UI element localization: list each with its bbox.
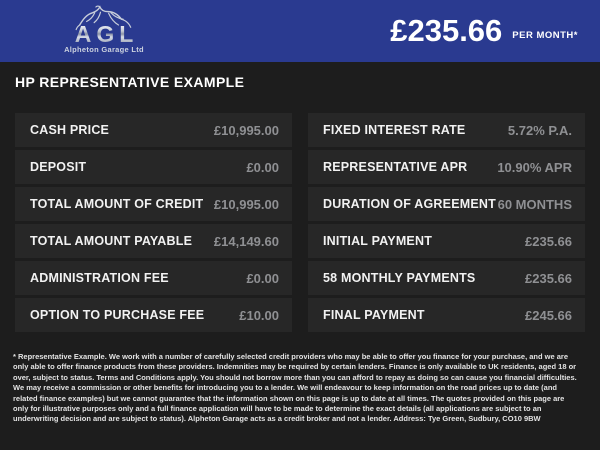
finance-row-label: TOTAL AMOUNT OF CREDIT (30, 197, 204, 211)
monthly-price-suffix: PER MONTH* (512, 30, 578, 41)
finance-row-value: £10,995.00 (213, 122, 279, 138)
logo-company-name: Alpheton Garage Ltd (64, 45, 144, 54)
finance-row (308, 261, 585, 295)
finance-row-label: REPRESENTATIVE APR (323, 160, 468, 174)
finance-row-label: INITIAL PAYMENT (323, 234, 433, 248)
finance-row (308, 298, 585, 332)
finance-row-value: £235.66 (525, 270, 572, 286)
finance-row (15, 224, 292, 258)
finance-row-value: £10,995.00 (213, 196, 279, 212)
finance-panel-left (15, 113, 292, 335)
finance-panel-right (308, 113, 585, 335)
finance-row-value: £0.00 (246, 270, 279, 286)
finance-row-label: OPTION TO PURCHASE FEE (30, 308, 205, 322)
monthly-price (390, 0, 578, 62)
dealer-logo (52, 5, 156, 57)
finance-row (308, 224, 585, 258)
finance-row-value: £235.66 (525, 233, 572, 249)
finance-row (308, 113, 585, 147)
monthly-price-amount: £235.66 (390, 13, 503, 48)
finance-row (308, 187, 585, 221)
legal-disclaimer: * Representative Example. We work with a number of carefully selected credit providers who may be able to offer you finance for your purchase, and we are only able to offer finance products from these providers. Indemnities may be required by certain lenders. Finance is only available to UK residents, aged 18 or over, subject to status. Terms and Conditions apply. You should not borrow more than you can afford to repay as doing so can cause you financial difficulties. We may receive a commission or other benefits for introducing you to a lender. We will endeavour to keep information on the road prices up to date (and related finance examples) but we cannot guarantee that the information shown on this page is up to date at all times. The quotes provided on this page are only for illustrative purposes only and a full finance application will have to be made to determine the exact details (all applications are subject to an underwriting decision and are subject to status). Alpheton Garage acts as a credit broker and not a lender. Address: Tye Green, Sudbury, CO10 9BW (13, 352, 577, 424)
finance-row-label: FINAL PAYMENT (323, 308, 425, 322)
finance-row-label: ADMINISTRATION FEE (30, 271, 169, 285)
finance-row-value: £0.00 (246, 159, 279, 175)
logo-abbreviation: AGL (52, 24, 156, 44)
finance-row-value: £10.00 (239, 307, 279, 323)
finance-row (15, 261, 292, 295)
finance-row-value: 5.72% P.A. (507, 122, 572, 138)
header-bar (0, 0, 600, 62)
finance-row-label: CASH PRICE (30, 123, 110, 137)
finance-row-label: DEPOSIT (30, 160, 87, 174)
finance-row (15, 298, 292, 332)
finance-row-label: TOTAL AMOUNT PAYABLE (30, 234, 193, 248)
finance-row-value: 60 MONTHS (497, 196, 572, 212)
finance-row (15, 113, 292, 147)
finance-row-value: 10.90% APR (497, 159, 572, 175)
finance-row-value: £14,149.60 (213, 233, 279, 249)
finance-row-label: DURATION OF AGREEMENT (323, 197, 496, 211)
finance-row (308, 150, 585, 184)
finance-row-value: £245.66 (525, 307, 572, 323)
finance-row (15, 150, 292, 184)
finance-row (15, 187, 292, 221)
page-title: HP REPRESENTATIVE EXAMPLE (15, 74, 245, 90)
finance-row-label: 58 MONTHLY PAYMENTS (323, 271, 476, 285)
finance-row-label: FIXED INTEREST RATE (323, 123, 466, 137)
